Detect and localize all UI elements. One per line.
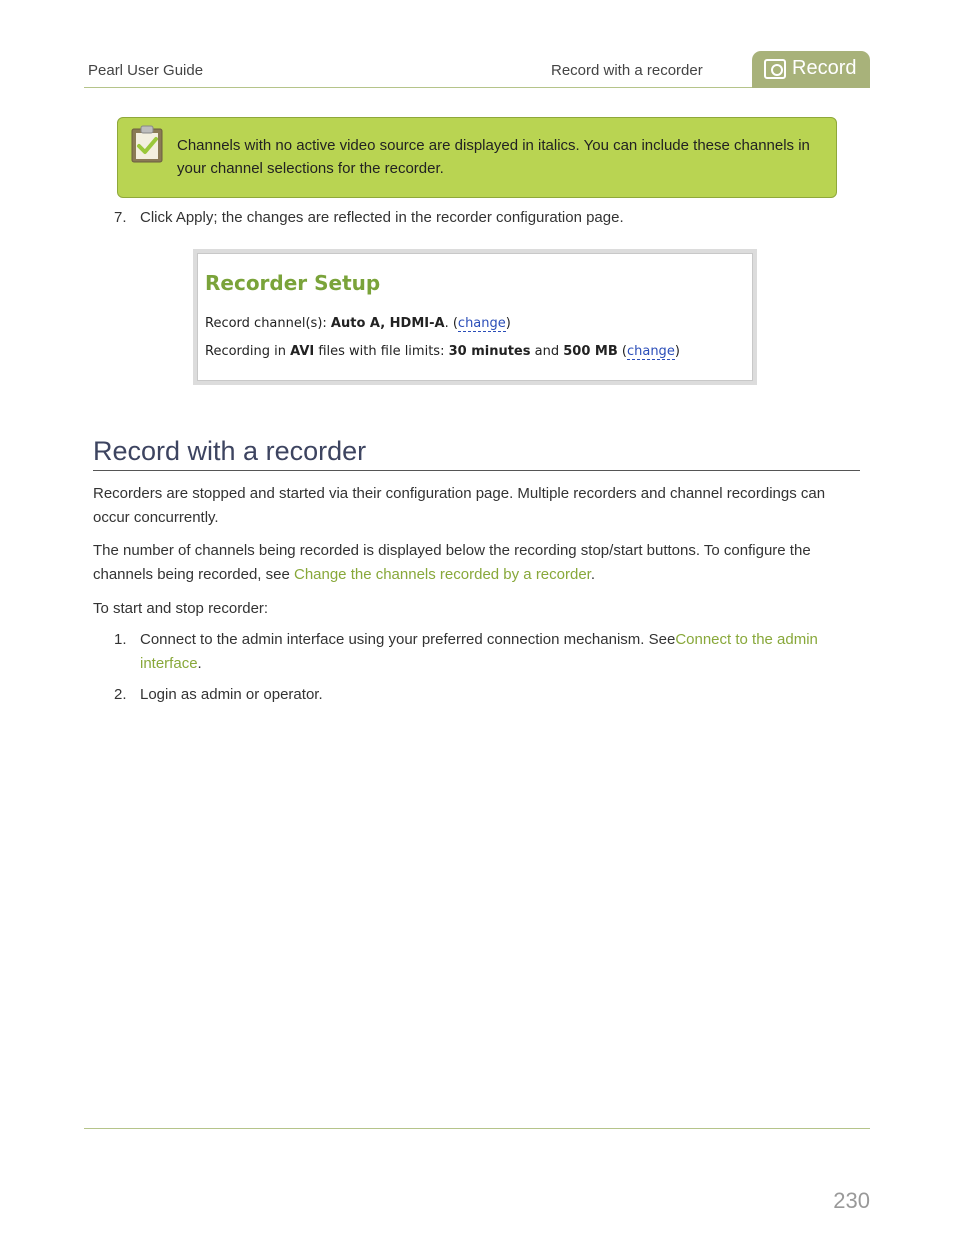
note-box [117, 117, 837, 198]
record-channels-row [205, 316, 511, 331]
page-number: 230 [833, 1188, 870, 1213]
step-number: 2. [114, 686, 127, 703]
row-punctuation: . ( [444, 316, 458, 331]
row-punctuation: ) [674, 344, 680, 359]
step-number: 1. [114, 631, 127, 648]
footer-divider [84, 1128, 870, 1129]
page-header [84, 50, 870, 88]
note-text: Channels with no active video source are displayed in italics. You can include these channels in your channel selections for the recorder. [177, 137, 810, 177]
row-punctuation: ( [617, 344, 627, 359]
section-heading: Record with a recorder [93, 436, 860, 471]
file-limits-row [205, 344, 680, 359]
step-text-part: Connect to the admin interface using your preferred connection mechanism. See [140, 631, 676, 648]
intro-paragraph: Recorders are stopped and started via their configuration page. Multiple recorders and channel recordings can occur concurrently. [93, 485, 826, 526]
file-limits-text: Recording in [205, 344, 291, 359]
record-channels-label: Record channel(s): [205, 316, 331, 331]
file-limits-text: and [530, 344, 564, 359]
channels-paragraph [93, 539, 863, 587]
steps-intro: To start and stop recorder: [93, 600, 269, 617]
step-text-part: . [197, 655, 202, 672]
change-limits-link[interactable]: change [626, 344, 675, 359]
step-text: Login as admin or operator. [140, 686, 323, 703]
record-channels-value: Auto A, HDMI-A [330, 316, 445, 331]
clipboard-check-icon [130, 124, 164, 164]
doc-title: Pearl User Guide [88, 62, 204, 79]
time-limit-value: 30 minutes [448, 344, 531, 359]
list-item-step-2 [114, 683, 864, 707]
step-number: 7. [114, 209, 127, 226]
step-text: Click Apply; the changes are reflected in the recorder configuration page. [140, 209, 624, 226]
record-tab[interactable] [752, 51, 870, 88]
change-channels-link[interactable]: change [457, 316, 506, 331]
record-icon [764, 59, 786, 79]
recorder-setup-title: Recorder Setup [205, 271, 381, 295]
header-section-title: Record with a recorder [551, 62, 703, 79]
list-item-step-1 [114, 628, 864, 676]
record-tab-label: Record [792, 57, 857, 79]
size-limit-value: 500 MB [563, 344, 618, 359]
paragraph-text: The number of channels being recorded is displayed below the recording stop/start buttons. To configure the channels being recorded, see [93, 542, 811, 583]
step-text [140, 628, 864, 676]
list-item-step-7 [114, 206, 624, 229]
file-format-value: AVI [290, 344, 315, 359]
paragraph-text: . [590, 566, 596, 583]
recorder-setup-screenshot [193, 249, 757, 385]
change-channels-doc-link[interactable]: Change the channels recorded by a recorder [293, 566, 591, 583]
row-punctuation: ) [505, 316, 511, 331]
file-limits-text: files with file limits: [314, 344, 449, 359]
connect-admin-link[interactable]: Connect to the admin interface [140, 631, 818, 672]
